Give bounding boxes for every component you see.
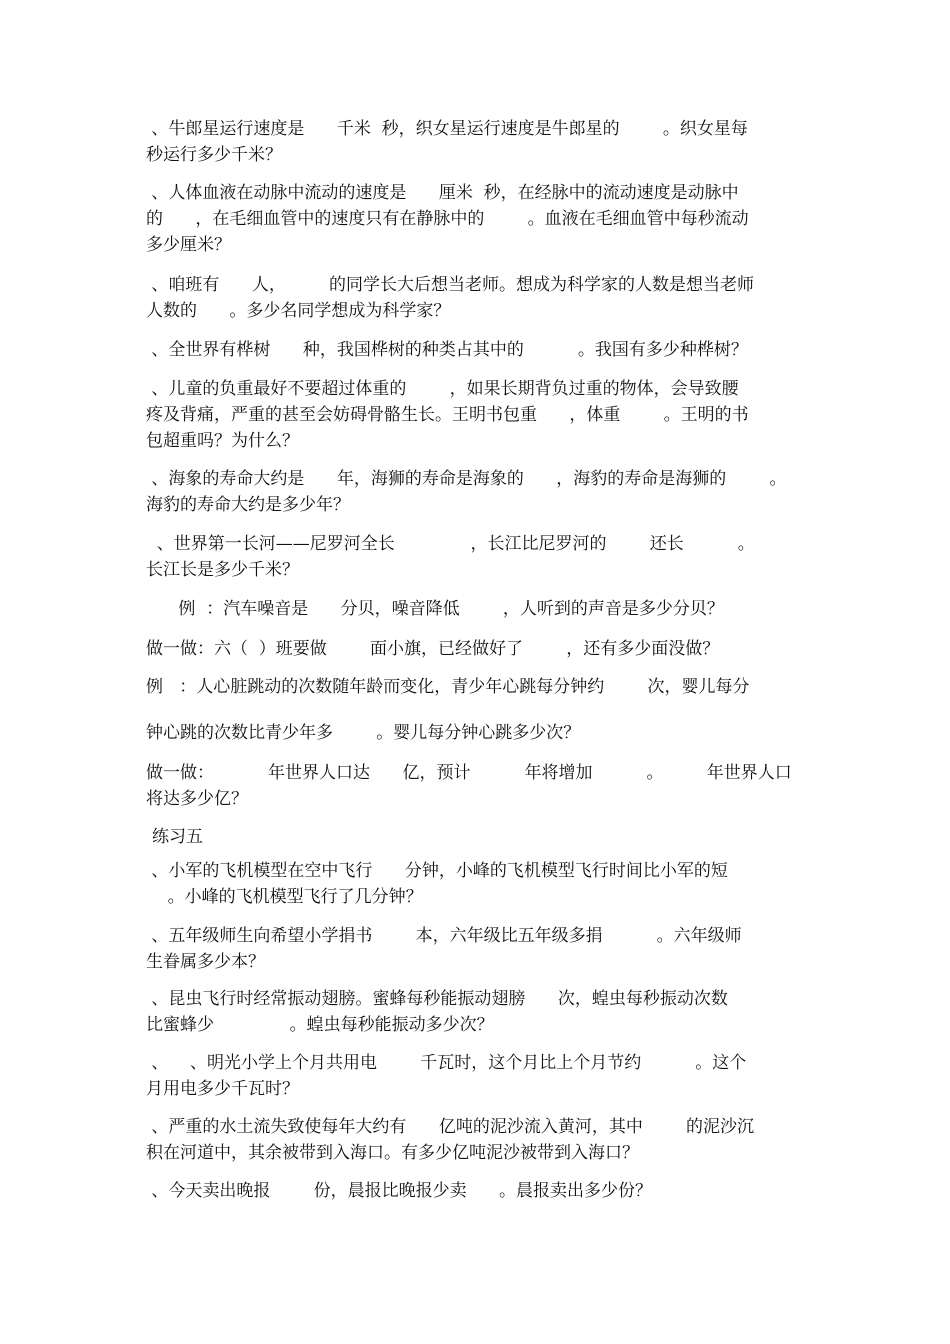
- text-line: 的 ，在毛细血管中的速度只有在静脉中的 。血液在毛细血管中每秒流动: [146, 209, 749, 229]
- text-line: 钟心跳的次数比青少年多 。婴儿每分钟心跳多少次？: [146, 723, 581, 743]
- text-line: 月用电多少千瓦时？: [146, 1079, 299, 1099]
- problem-birch-trees: [146, 337, 811, 363]
- problem-blood-flow: [146, 180, 811, 258]
- problem-altair-speed: [146, 116, 811, 168]
- text-line: 、今天卖出晚报 份，晨报比晚报少卖 。晨报卖出多少份？: [146, 1181, 653, 1201]
- text-line: 例 ：人心脏跳动的次数随年龄而变化，青少年心跳每分钟约 次，婴儿每分: [146, 677, 750, 697]
- text-line: 、咱班有 人， 的同学长大后想当老师。想成为科学家的人数是想当老师: [146, 275, 755, 295]
- text-line: 积在河道中，其余被带到入海口。有多少亿吨泥沙被带到入海口？: [146, 1143, 639, 1163]
- text-line: 、严重的水土流失致使每年大约有 亿吨的泥沙流入黄河，其中 的泥沙沉: [146, 1117, 755, 1137]
- text-line: 、五年级师生向希望小学捐书 本，六年级比五年级多捐 。六年级师: [146, 926, 742, 946]
- text-line: 秒运行多少千米？: [146, 145, 282, 165]
- practice-world-population: [146, 760, 811, 812]
- text-line: 海豹的寿命大约是多少年？: [146, 495, 350, 515]
- problem-newspapers: [146, 1178, 811, 1204]
- text-line: 、小军的飞机模型在空中飞行 分钟，小峰的飞机模型飞行时间比小军的短: [146, 861, 728, 881]
- text-line: 、全世界有桦树 种，我国桦树的种类占其中的 。我国有多少种桦树？: [146, 340, 748, 360]
- problem-walrus-lifespan: [146, 466, 811, 518]
- text-line: 长江长是多少千米？: [146, 560, 299, 580]
- text-line: 生眷属多少本？: [146, 952, 265, 972]
- text-line: 。小峰的飞机模型飞行了几分钟？: [146, 887, 423, 907]
- text-line: 、世界第一长河——尼罗河全长 ，长江比尼罗河的 还长 。: [146, 534, 755, 554]
- text-line: 比蜜蜂少 。蝗虫每秒能振动多少次？: [146, 1015, 494, 1035]
- example-heartbeat: [146, 674, 811, 700]
- problem-yellow-river-silt: [146, 1114, 811, 1166]
- text-line: 做一做： 年世界人口达 亿，预计 年将增加 。 年世界人口: [146, 763, 792, 783]
- text-line: 包超重吗？为什么？: [146, 431, 299, 451]
- problem-nile-river: [146, 531, 811, 583]
- problem-insect-wings: [146, 986, 811, 1038]
- problem-airplane-model: [146, 858, 811, 910]
- problem-electricity: [146, 1050, 811, 1102]
- text-line: 、昆虫飞行时经常振动翅膀。蜜蜂每秒能振动翅膀 次，蝗虫每秒振动次数: [146, 989, 728, 1009]
- text-line: 、人体血液在动脉中流动的速度是 厘米 秒，在经脉中的流动速度是动脉中: [146, 183, 739, 203]
- text-line: 疼及背痛，严重的甚至会妨碍骨骼生长。王明书包重 ，体重 。王明的书: [146, 405, 749, 425]
- text-line: 、儿童的负重最好不要超过体重的 ，如果长期背负过重的物体，会导致腰: [146, 379, 739, 399]
- problem-class-dreams: [146, 272, 811, 324]
- text-line: 多少厘米？: [146, 235, 231, 255]
- problem-schoolbag-weight: [146, 376, 811, 454]
- example-heartbeat-cont: [146, 720, 811, 746]
- text-line: 人数的 。多少名同学想成为科学家？: [146, 301, 451, 321]
- practice-flags: [146, 636, 811, 662]
- text-line: 、牛郎星运行速度是 千米 秒，织女星运行速度是牛郎星的 。织女星每: [146, 119, 748, 139]
- example-car-noise: [146, 596, 811, 622]
- text-line: 、海象的寿命大约是 年，海狮的寿命是海象的 ，海豹的寿命是海狮的 。: [146, 469, 787, 489]
- text-line: 例 ：汽车噪音是 分贝，噪音降低 ，人听到的声音是多少分贝？: [146, 599, 724, 619]
- text-line: 做一做：六（ ）班要做 面小旗，已经做好了 ，还有多少面没做？: [146, 639, 720, 659]
- section-heading: 练习五: [152, 827, 203, 847]
- text-line: 、 、明光小学上个月共用电 千瓦时，这个月比上个月节约 。这个: [146, 1053, 747, 1073]
- problem-book-donation: [146, 923, 811, 975]
- text-line: 将达多少亿？: [146, 789, 248, 809]
